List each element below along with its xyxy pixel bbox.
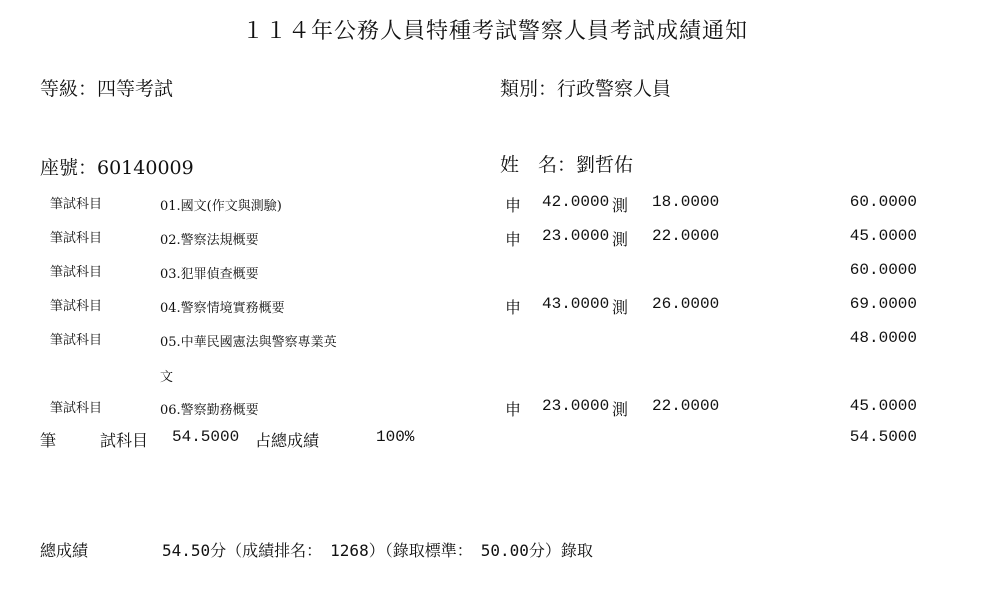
row-total: 48.0000 [849,329,917,347]
summary-label-a: 筆 [40,431,57,450]
row-shen-score: 23.0000 [542,397,610,415]
final-score-label: 總成績 [40,541,89,560]
row-ce-label: 測 [612,400,629,419]
summary-weight-label: 占總成績 [255,431,320,450]
row-subject: 06.警察勤務概要 [160,403,259,418]
row-ce-label: 測 [612,298,629,317]
row-type: 筆試科目 [50,197,103,212]
candidate-name: 姓 名：劉哲佑 [500,154,634,176]
row-shen-score: 43.0000 [542,295,610,313]
row-shen-label: 申 [505,298,522,317]
row-subject: 01.國文(作文與測驗) [160,199,282,214]
summary-score: 54.5000 [172,428,240,446]
summary-label-b: 試科目 [100,431,149,450]
exam-level: 等級：四等考試 [40,78,174,100]
row-ce-label: 測 [612,230,629,249]
row-total: 45.0000 [849,227,917,245]
row-total: 60.0000 [849,261,917,279]
row-total: 45.0000 [849,397,917,415]
page-title: １１４年公務人員特種考試警察人員考試成績通知 [241,19,748,44]
row-shen-score: 23.0000 [542,227,610,245]
row-subject: 02.警察法規概要 [160,233,259,248]
row-shen-score: 42.0000 [542,193,610,211]
row-subject: 03.犯罪偵查概要 [160,267,259,282]
row-subject: 05.中華民國憲法與警察專業英 [160,335,337,350]
row-shen-label: 申 [505,400,522,419]
row-shen-label: 申 [505,196,522,215]
row-type: 筆試科目 [50,265,103,280]
row-type: 筆試科目 [50,231,103,246]
final-score-text: 54.50分（成績排名： 1268）（錄取標準： 50.00分）錄取 [162,541,593,560]
seat-number: 座號：60140009 [40,157,194,179]
row-subject-continuation: 文 [160,370,174,385]
row-type: 筆試科目 [50,333,103,348]
row-type: 筆試科目 [50,299,103,314]
row-ce-score: 26.0000 [652,295,720,313]
row-ce-score: 22.0000 [652,397,720,415]
row-subject: 04.警察情境實務概要 [160,301,285,316]
row-shen-label: 申 [505,230,522,249]
row-total: 60.0000 [849,193,917,211]
row-total: 69.0000 [849,295,917,313]
row-ce-score: 18.0000 [652,193,720,211]
summary-total: 54.5000 [849,428,917,446]
exam-category: 類別：行政警察人員 [500,78,672,100]
row-ce-label: 測 [612,196,629,215]
summary-weight: 100% [376,428,415,446]
row-type: 筆試科目 [50,401,103,416]
row-ce-score: 22.0000 [652,227,720,245]
